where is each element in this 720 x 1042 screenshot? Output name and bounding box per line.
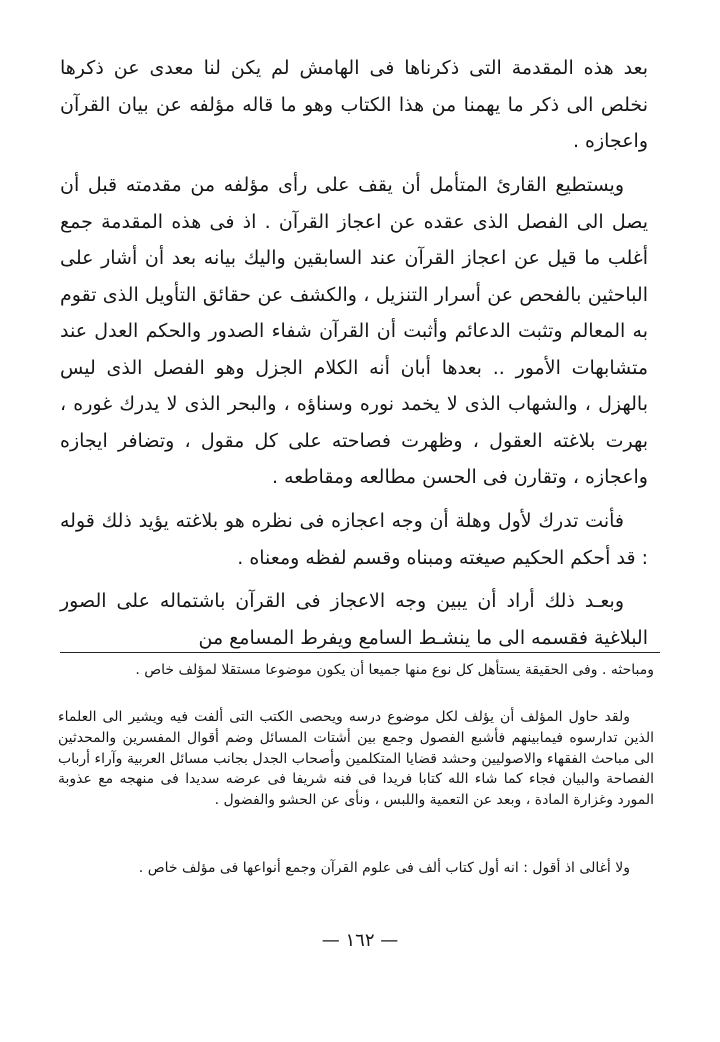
footnote-text: ومباحثه . وفى الحقيقة يستأهل كل نوع منها جميعا أن يكون موضوعا مستقلا لمؤلف خاص .	[135, 662, 654, 678]
page-number: — ١٦٢ —	[321, 930, 399, 951]
paragraph-text: وبعـد ذلك أراد أن يبين وجه الاعجاز فى القرآن باشتماله على الصور البلاغية فقسمه الى ما ينشـط السامع ويفرط المسامع من	[60, 590, 648, 649]
footnote-paragraph	[58, 707, 654, 811]
main-text-paragraph	[60, 503, 648, 576]
footnote-text: ولقد حاول المؤلف أن يؤلف لكل موضوع درسه ويحصى الكتب التى ألفت فيه ويشير الى العلماء الذين تدارسوه فيمابينهم فأشبع الفصول وجمع بين أشتات المسائل وضم أقوال المفسرين والمحدثين الى مباحث الفقهاء والاصوليين وحشد قضايا المتكلمين وأصحاب الجدل بجانب مسائل العربية وآراء أرباب الفصاحة والبيان فجاء كما شاء الله كتابا فريدا فى فنه شريفا فى عرضه سديدا فى منهجه مع عذوبة المورد وغزارة المادة ، وبعد عن التعمية واللبس ، ونأى عن الحشو والفضول .	[58, 709, 654, 809]
main-text-paragraph	[60, 583, 648, 656]
paragraph-text: فأنت تدرك لأول وهلة أن وجه اعجازه فى نظره هو بلاغته يؤيد ذلك قوله : قد أحكم الحكيم صيغته ومبناه وقسم لفظه ومعناه .	[60, 510, 648, 569]
paragraph-text: ويستطيع القارئ المتأمل أن يقف على رأى مؤلفه من مقدمته قبل أن يصل الى الفصل الذى عقده عن اعجاز القرآن . اذ فى هذه المقدمة جمع أغلب ما قيل عن اعجاز القرآن عند السابقين واليك بيانه بعد أن أشار على الباحثين بالفحص عن أسرار التنزيل ، والكشف عن حقائق التأويل الذى تقوم به المعالم وتثبت الدعائم وأثبت أن القرآن شفاء الصدور والحكم العدل عند متشابهات الأمور .. بعدها أبان أنه الكلام الجزل وهو الفصل الذى ليس بالهزل ، والشهاب الذى لا يخمد نوره وسناؤه ، والبحر الذى لا يدرك غوره ، بهرت بلاغته العقول ، وظهرت فصاحته على كل مقول ، وتضافر ايجازه واعجازه ، وتقارن فى الحسن مطالعه ومقاطعه .	[60, 174, 648, 488]
footnote-paragraph	[58, 858, 654, 879]
main-text-paragraph	[60, 167, 648, 496]
paragraph-text: بعد هذه المقدمة التى ذكرناها فى الهامش لم يكن لنا معدى عن ذكرها نخلص الى ذكر ما يهمنا من هذا الكتاب وهو ما قاله مؤلفه عن بيان القرآن واعجازه .	[60, 57, 648, 152]
footnote-text: ولا أغالى اذ أقول : انه أول كتاب ألف فى علوم القرآن وجمع أنواعها فى مؤلف خاص .	[138, 860, 630, 876]
main-text-paragraph	[60, 50, 648, 160]
footnote-divider	[60, 652, 660, 653]
footnote-paragraph	[58, 660, 654, 681]
